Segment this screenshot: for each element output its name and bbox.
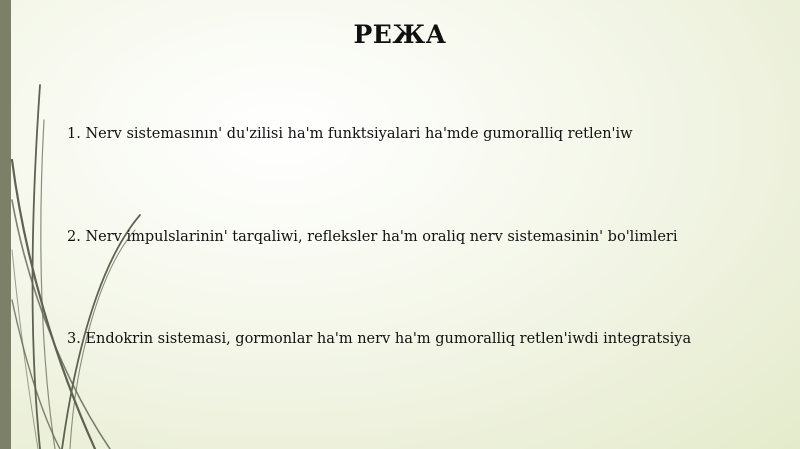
grass-stem-3 — [32, 85, 40, 449]
grass-stem-4 — [41, 120, 55, 449]
grass-stem-1 — [12, 160, 95, 449]
plan-item-2: 2. Nerv impulslarinin' tarqaliwi, refleksler ha'm oraliq nerv sistemasinin' bo'limleri — [67, 229, 678, 245]
plan-item-1: 1. Nerv sistemasının' du'zilisi ha'm funktsiyalari ha'mde gumoralliq retlen'iw — [67, 126, 633, 142]
grass-stem-7 — [12, 300, 60, 449]
plan-item-3: 3. Endokrin sistemasi, gormonlar ha'm nerv ha'm gumoralliq retlen'iwdi integratsiya — [67, 331, 692, 347]
slide-title: РЕЖА — [353, 20, 447, 49]
